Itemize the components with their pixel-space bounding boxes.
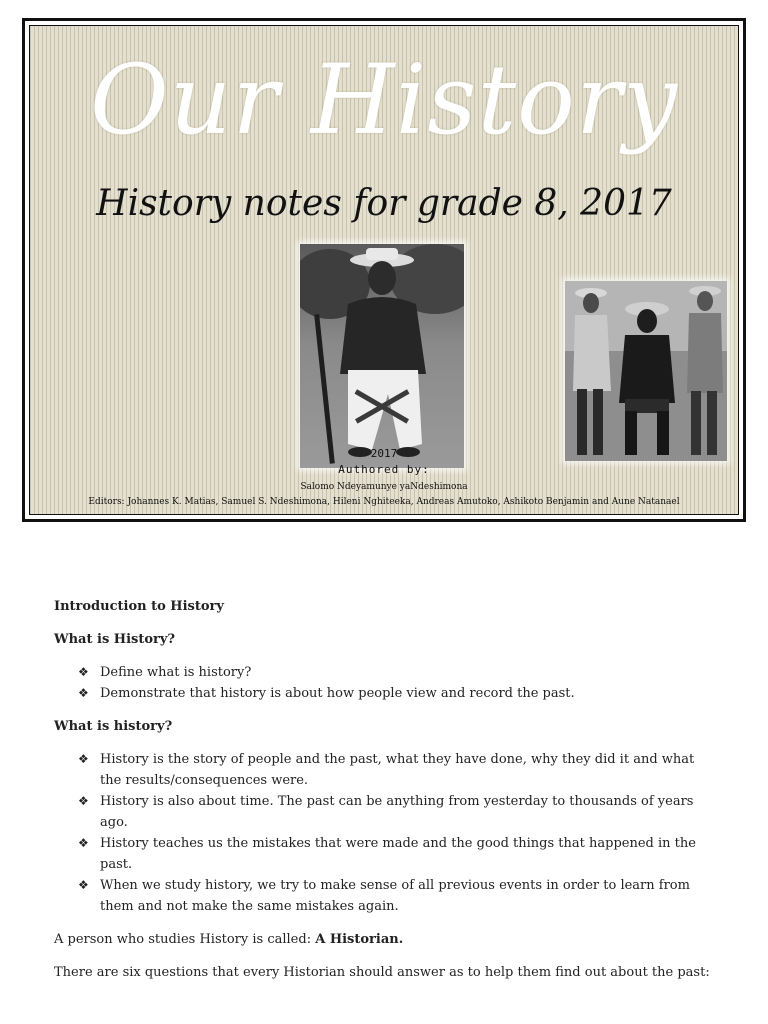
section2-heading: What is history? — [54, 719, 173, 734]
editors-list: Editors: Johannes K. Matias, Samuel S. Ndeshimona, Hileni Nghiteeka, Andreas Amutoko, Ashikoto Benjamin and Aune Natanael — [88, 497, 680, 507]
diamond-bullet-icon: ❖ — [78, 836, 89, 850]
diamond-bullet-icon: ❖ — [78, 752, 89, 766]
section1-heading: What is History? — [54, 632, 176, 647]
cover-page — [22, 18, 746, 522]
list-item: ❖ History is also about time. The past can be anything from yesterday to thousands of years ago. — [100, 791, 714, 833]
authored-by-label: Authored by: — [338, 463, 430, 476]
historian-term: A Historian. — [315, 932, 404, 947]
list-item: ❖ When we study history, we try to make sense of all previous events in order to learn from them and not make the same mistakes again. — [100, 875, 714, 917]
seated-elder-photo — [300, 244, 464, 468]
list-item: ❖ Define what is history? — [100, 662, 714, 683]
diamond-bullet-icon: ❖ — [78, 686, 89, 700]
three-men-photo — [565, 281, 727, 461]
historian-definition: A person who studies History is called: A Historian. — [54, 932, 404, 947]
objectives-list — [54, 662, 714, 704]
cover-background — [29, 25, 739, 515]
list-item: ❖ Demonstrate that history is about how people view and record the past. — [100, 683, 714, 704]
diamond-bullet-icon: ❖ — [78, 794, 89, 808]
cover-year: 2017 — [370, 447, 398, 460]
list-item: ❖ History teaches us the mistakes that were made and the good things that happened in the past. — [100, 833, 714, 875]
list-item: ❖ History is the story of people and the past, what they have done, why they did it and what the results/consequences were. — [100, 749, 714, 791]
cover-title: Our History — [89, 44, 679, 156]
definition-list — [54, 749, 714, 917]
intro-heading: Introduction to History — [54, 599, 224, 614]
author-name: Salomo Ndeyamunye yaNdeshimona — [300, 482, 468, 492]
document-body — [54, 596, 714, 995]
diamond-bullet-icon: ❖ — [78, 878, 89, 892]
diamond-bullet-icon: ❖ — [78, 665, 89, 679]
six-questions-paragraph: There are six questions that every Historian should answer as to help them find out about the past: — [54, 965, 710, 980]
cover-subtitle: History notes for grade 8, 2017 — [96, 183, 672, 224]
